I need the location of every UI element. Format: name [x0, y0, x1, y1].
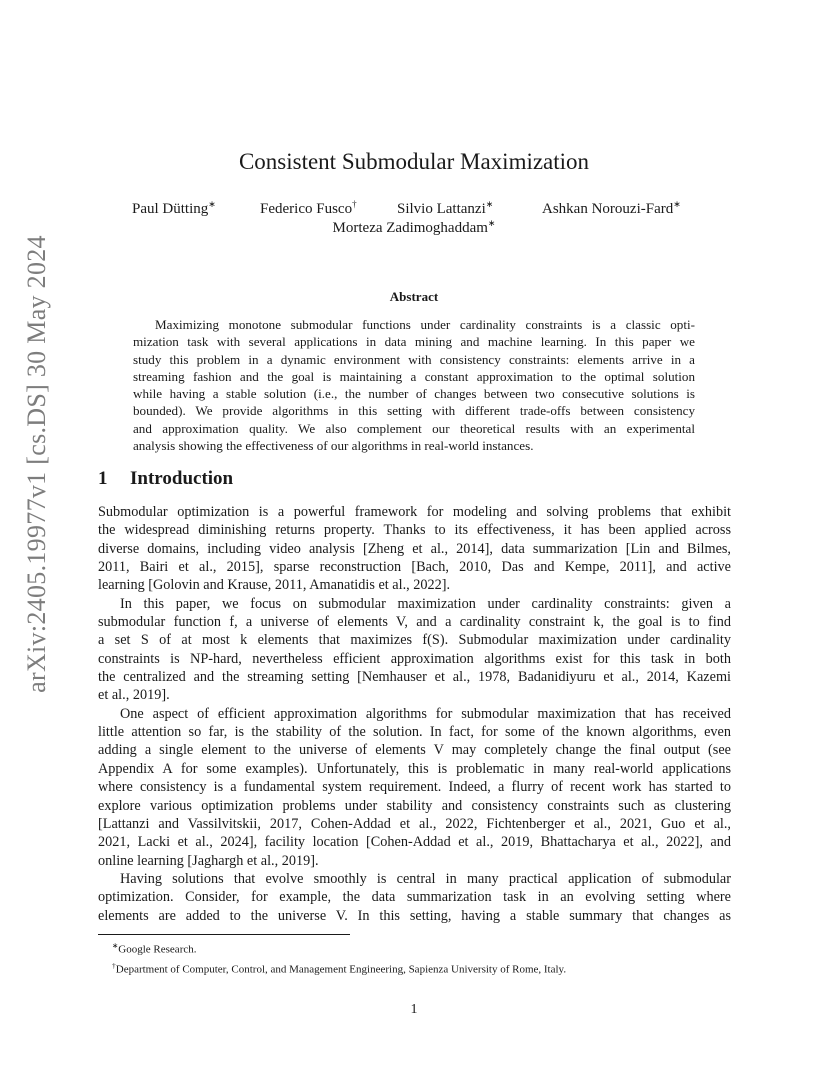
footnote-mark: †: [112, 960, 116, 970]
arxiv-identifier-stamp: [20, 235, 54, 693]
abstract-body: [133, 316, 695, 454]
text-line: adding a single element to the universe of elements V may completely change the final output (see: [98, 742, 731, 759]
text-line: learning [Golovin and Krause, 2011, Amanatidis et al., 2022].: [98, 577, 451, 594]
section-number: 1: [98, 468, 108, 489]
author: Federico Fusco†: [260, 199, 357, 217]
text-line: mization task with several applications in data mining and machine learning. In this paper we: [133, 334, 695, 350]
section-title: Introduction: [130, 468, 234, 489]
author: Morteza Zadimoghaddam∗: [332, 218, 496, 236]
text-line: [Lattanzi and Vassilvitskii, 2017, Cohen-Addad et al., 2022, Fichtenberger et al., 2021, Guo et al.,: [98, 815, 731, 832]
text-line: In this paper, we focus on submodular maximization under cardinality constraints: given a: [120, 595, 731, 612]
text-line: the widespread diminishing returns property. Thanks to its effectiveness, it has been applied across: [98, 522, 731, 539]
text-line: 2021, Lacki et al., 2024], facility location [Cohen-Addad et al., 2019, Bhattacharya et al., 2022], and: [98, 834, 731, 851]
footnote: [112, 938, 712, 958]
text-line: Maximizing monotone submodular functions under cardinality constraints is a classic opti-: [155, 317, 695, 332]
affiliation-mark: ∗: [673, 199, 681, 209]
text-line: bounded). We provide algorithms in this setting with different trade-offs between consistency: [133, 403, 695, 419]
text-line: streaming fashion and the goal is maintaining a constant approximation to the optimal solution: [133, 368, 695, 384]
affiliation-mark: †: [352, 199, 357, 209]
footnotes: [112, 938, 712, 977]
author-list: [0, 199, 828, 219]
footnote-text: Google Research.: [118, 943, 197, 956]
section-heading: [98, 468, 233, 490]
introduction-body: [98, 503, 731, 925]
text-line: Having solutions that evolve smoothly is central in many practical application of submodular: [120, 870, 731, 887]
abstract-heading: Abstract: [389, 289, 439, 304]
footnote-mark: ∗: [112, 941, 119, 950]
text-line: One aspect of efficient approximation algorithms for submodular maximization that has received: [120, 705, 731, 722]
text-line: submodular function f, a universe of elements V, and a cardinality constraint k, the goal is to find: [98, 614, 731, 631]
page-number: 1: [410, 1002, 418, 1017]
text-line: diverse domains, including video analysis [Zheng et al., 2014], data summarization [Lin and Bilmes,: [98, 540, 731, 557]
text-line: constraints is NP-hard, nevertheless efficient approximation algorithms exist for this task in both: [98, 650, 731, 667]
text-line: the centralized and the streaming setting [Nemhauser et al., 1978, Badanidiyuru et al., 2014, Kazemi: [98, 669, 731, 686]
text-line: 2011, Bairi et al., 2015], sparse reconstruction [Bach, 2010, Das and Kempe, 2011], and active: [98, 559, 731, 576]
text-line: while having a stable solution (i.e., the number of changes between two consecutive solutions is: [133, 386, 695, 402]
footnote-text: Department of Computer, Control, and Management Engineering, Sapienza University of Rome, Italy.: [115, 963, 567, 976]
text-line: analysis showing the effectiveness of our algorithms in real-world instances.: [133, 438, 534, 454]
affiliation-mark: ∗: [487, 218, 496, 228]
text-line: explore various optimization problems under stability and consistency constraints such as clustering: [98, 797, 731, 814]
author: Paul Dütting∗: [132, 199, 216, 217]
author-list-row-2: [0, 218, 828, 237]
text-line: and approximation quality. We also complement our theoretical results with an experimental: [133, 420, 695, 436]
footnote: [112, 958, 712, 978]
arxiv-identifier-text: arXiv:2405.19977v1 [cs.DS] 30 May 2024: [22, 235, 52, 693]
text-line: study this problem in a dynamic environment with consistency constraints: elements arrive in a: [133, 351, 695, 367]
text-line: et al., 2019].: [98, 687, 170, 704]
text-line: optimization. Consider, for example, the data summarization task in an evolving setting where: [98, 889, 731, 906]
text-line: elements are added to the universe V. In this setting, having a stable summary that changes as: [98, 907, 731, 924]
text-line: little attention so far, is the stability of the solution. In fact, for some of the known algorithms, even: [98, 724, 731, 741]
text-line: Submodular optimization is a powerful framework for modeling and solving problems that exhibit: [98, 504, 731, 520]
author: Silvio Lattanzi∗: [397, 199, 494, 217]
paper-title: Consistent Submodular Maximization: [238, 149, 590, 174]
author: Ashkan Norouzi-Fard∗: [542, 199, 681, 217]
text-line: Appendix A for some examples). Unfortunately, this is problematic in many real-world applications: [98, 760, 731, 777]
text-line: where consistency is a fundamental system requirement. Indeed, a flurry of recent work has started to: [98, 779, 731, 796]
affiliation-mark: ∗: [485, 199, 494, 209]
footnote-rule: [98, 934, 350, 935]
text-line: online learning [Jaghargh et al., 2019].: [98, 852, 319, 869]
affiliation-mark: ∗: [208, 199, 216, 209]
text-line: a set S of at most k elements that maximizes f(S). Submodular maximization under cardinality: [98, 632, 731, 649]
